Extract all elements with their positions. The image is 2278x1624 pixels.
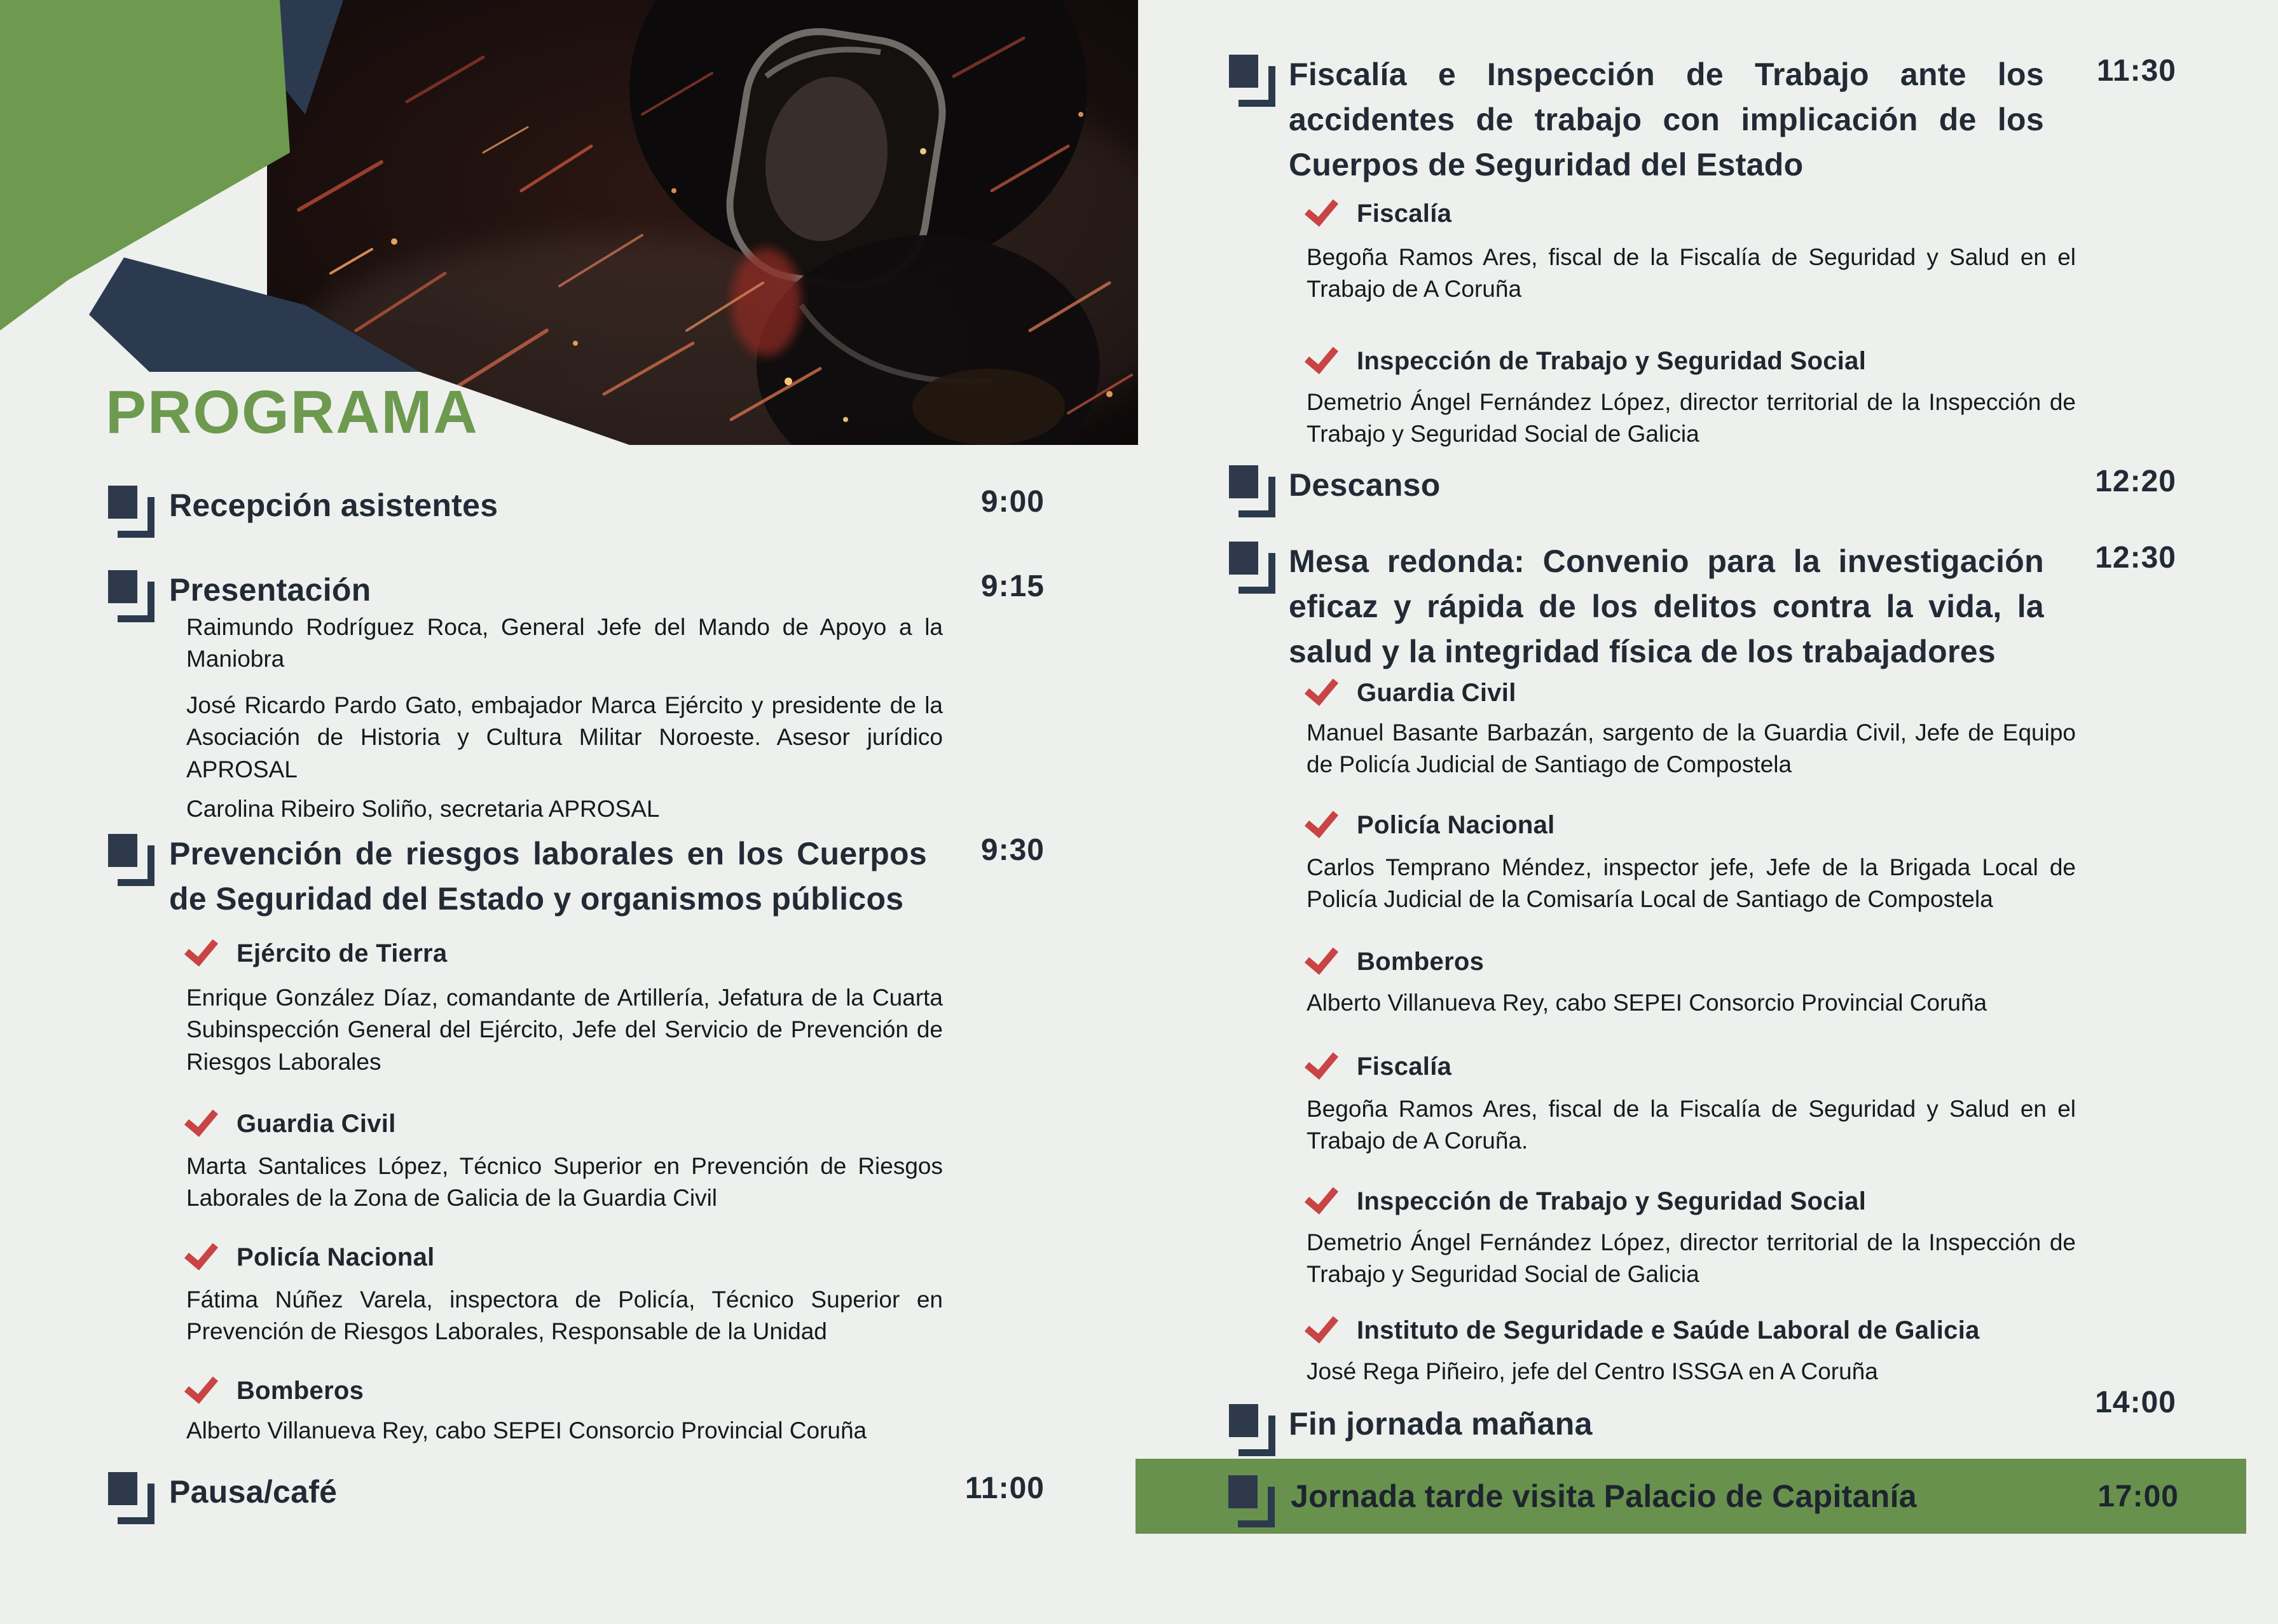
speaker-credentials: José Ricardo Pardo Gato, embajador Marca Ejército y presidente de la Asociación de Historia y Cultura Militar Noroeste. Asesor jurídico APROSAL xyxy=(186,692,943,782)
pages-icon xyxy=(108,834,150,887)
pages-icon xyxy=(108,486,150,539)
speaker-group-guardia-civil xyxy=(1307,675,1516,711)
speaker-credentials: Begoña Ramos Ares, fiscal de la Fiscalía de Seguridad y Salud en el Trabajo de A Coruña xyxy=(1307,244,2076,303)
speaker-group-label: Instituto de Seguridade e Saúde Laboral de Galicia xyxy=(1357,1316,1980,1344)
page-title: PROGRAMA xyxy=(106,378,479,446)
session-label: Jornada tarde visita Palacio de Capitanía xyxy=(1291,1478,1917,1514)
session-label: Presentación xyxy=(169,572,371,608)
session-row-mesa-redonda xyxy=(1229,539,2176,674)
speaker-group-fiscalia xyxy=(1307,1049,1451,1084)
session-label: Recepción asistentes xyxy=(169,488,498,523)
session-time: 12:20 xyxy=(2095,465,2176,498)
speaker-group-label: Fiscalía xyxy=(1357,1052,1452,1081)
session-time: 12:30 xyxy=(2095,541,2176,575)
pages-icon xyxy=(1229,1404,1271,1457)
speaker-credentials: Demetrio Ángel Fernández López, director territorial de la Inspección de Trabajo y Seguridad Social de Galicia xyxy=(1307,389,2076,447)
speaker-credentials: José Rega Piñeiro, jefe del Centro ISSGA en A Coruña xyxy=(1307,1358,1878,1384)
speaker-group-label: Fiscalía xyxy=(1357,199,1452,228)
pages-icon xyxy=(108,1472,150,1525)
speaker-group-label: Ejército de Tierra xyxy=(237,939,448,967)
speaker-group-inspeccion xyxy=(1307,1184,1866,1219)
speaker-group-label: Guardia Civil xyxy=(1357,678,1516,707)
session-time: 11:30 xyxy=(2096,54,2176,88)
session-label: Prevención de riesgos laborales en los Cuerpos de Seguridad del Estado y organismos públicos xyxy=(169,836,927,917)
speaker-group-issga xyxy=(1307,1313,1980,1348)
check-icon xyxy=(184,1235,218,1270)
speaker-group-label: Inspección de Trabajo y Seguridad Social xyxy=(1357,1187,1867,1215)
speaker-group-inspeccion xyxy=(1307,343,1866,379)
session-time: 9:00 xyxy=(980,485,1045,519)
pages-icon xyxy=(1229,55,1271,108)
speaker-group-label: Inspección de Trabajo y Seguridad Social xyxy=(1357,346,1867,375)
check-icon xyxy=(184,1368,218,1403)
session-time: 9:30 xyxy=(980,833,1045,867)
check-icon xyxy=(1305,939,1338,974)
check-icon xyxy=(1305,803,1338,838)
speaker-group-label: Policía Nacional xyxy=(1357,810,1555,839)
speaker-credentials: Carolina Ribeiro Soliño, secretaria APROSAL xyxy=(186,796,660,822)
pages-icon xyxy=(108,570,150,624)
session-time: 11:00 xyxy=(964,1471,1045,1505)
session-label: Descanso xyxy=(1289,467,1441,503)
check-icon xyxy=(1305,1179,1338,1214)
check-icon xyxy=(1305,671,1338,706)
session-row-fin-jornada xyxy=(1229,1386,2176,1447)
check-icon xyxy=(1305,1044,1338,1079)
session-row-pausa-cafe xyxy=(108,1470,1045,1515)
check-icon xyxy=(1305,1308,1338,1343)
speaker-credentials: Fátima Núñez Varela, inspectora de Policía, Técnico Superior en Prevención de Riesgos Laborales, Responsable de la Unidad xyxy=(186,1286,943,1345)
session-row-presentacion xyxy=(108,568,1045,613)
speaker-credentials: Carlos Temprano Méndez, inspector jefe, Jefe de la Brigada Local de Policía Judicial de la Comisaría Local de Santiago de Compostela xyxy=(1307,854,2076,913)
check-icon xyxy=(184,931,218,966)
speaker-group-label: Bomberos xyxy=(237,1376,364,1405)
session-time: 14:00 xyxy=(2095,1386,2176,1419)
session-row-descanso xyxy=(1229,463,2176,508)
check-icon xyxy=(1305,339,1338,374)
speaker-credentials: Demetrio Ángel Fernández López, director territorial de la Inspección de Trabajo y Seguridad Social de Galicia xyxy=(1307,1229,2076,1288)
speaker-group-policia-nacional xyxy=(1307,807,1555,843)
session-label: Pausa/café xyxy=(169,1474,338,1510)
speaker-group-fiscalia xyxy=(1307,196,1451,231)
pages-icon xyxy=(1229,465,1271,519)
pages-icon xyxy=(1229,542,1271,595)
speaker-group-guardia-civil xyxy=(186,1106,396,1142)
session-row-prevencion xyxy=(108,831,1045,922)
session-label: Mesa redonda: Convenio para la investigación eficaz y rápida de los delitos contra la vida, la salud y la integridad física de los trabajadores xyxy=(1289,543,2044,669)
speaker-credentials: Marta Santalices López, Técnico Superior en Prevención de Riesgos Laborales de la Zona de Galicia de la Guardia Civil xyxy=(186,1153,943,1211)
speaker-group-label: Bomberos xyxy=(1357,947,1485,976)
check-icon xyxy=(184,1102,218,1136)
speaker-group-policia-nacional xyxy=(186,1239,435,1275)
speaker-credentials: Alberto Villanueva Rey, cabo SEPEI Consorcio Provincial Coruña xyxy=(1307,990,1987,1016)
speaker-credentials: Alberto Villanueva Rey, cabo SEPEI Consorcio Provincial Coruña xyxy=(186,1417,867,1443)
speaker-group-label: Policía Nacional xyxy=(237,1243,435,1271)
speaker-credentials: Enrique González Díaz, comandante de Artillería, Jefatura de la Cuarta Subinspección General del Ejército, Jefe del Servicio de Prevención de Riesgos Laborales xyxy=(186,985,943,1075)
highlighted-session-bar xyxy=(1136,1459,2246,1534)
speaker-credentials: Raimundo Rodríguez Roca, General Jefe del Mando de Apoyo a la Maniobra xyxy=(186,614,943,672)
speaker-group-ejercito xyxy=(186,936,447,971)
pages-icon xyxy=(1228,1475,1270,1520)
session-time: 17:00 xyxy=(2097,1479,2179,1513)
session-label: Fiscalía e Inspección de Trabajo ante los accidentes de trabajo con implicación de los Cuerpos de Seguridad del Estado xyxy=(1289,57,2044,182)
speaker-credentials: Begoña Ramos Ares, fiscal de la Fiscalía de Seguridad y Salud en el Trabajo de A Coruña. xyxy=(1307,1096,2076,1154)
check-icon xyxy=(1305,191,1338,226)
session-row-fiscalia-inspeccion xyxy=(1229,52,2176,188)
speaker-group-label: Guardia Civil xyxy=(237,1109,396,1138)
speaker-group-bomberos xyxy=(186,1373,364,1409)
speaker-credentials: Manuel Basante Barbazán, sargento de la Guardia Civil, Jefe de Equipo de Policía Judicial de Santiago de Compostela xyxy=(1307,720,2076,778)
speaker-group-bomberos xyxy=(1307,944,1484,979)
session-row-recepcion xyxy=(108,483,1045,528)
session-time: 9:15 xyxy=(980,570,1045,603)
session-label: Fin jornada mañana xyxy=(1289,1406,1593,1442)
